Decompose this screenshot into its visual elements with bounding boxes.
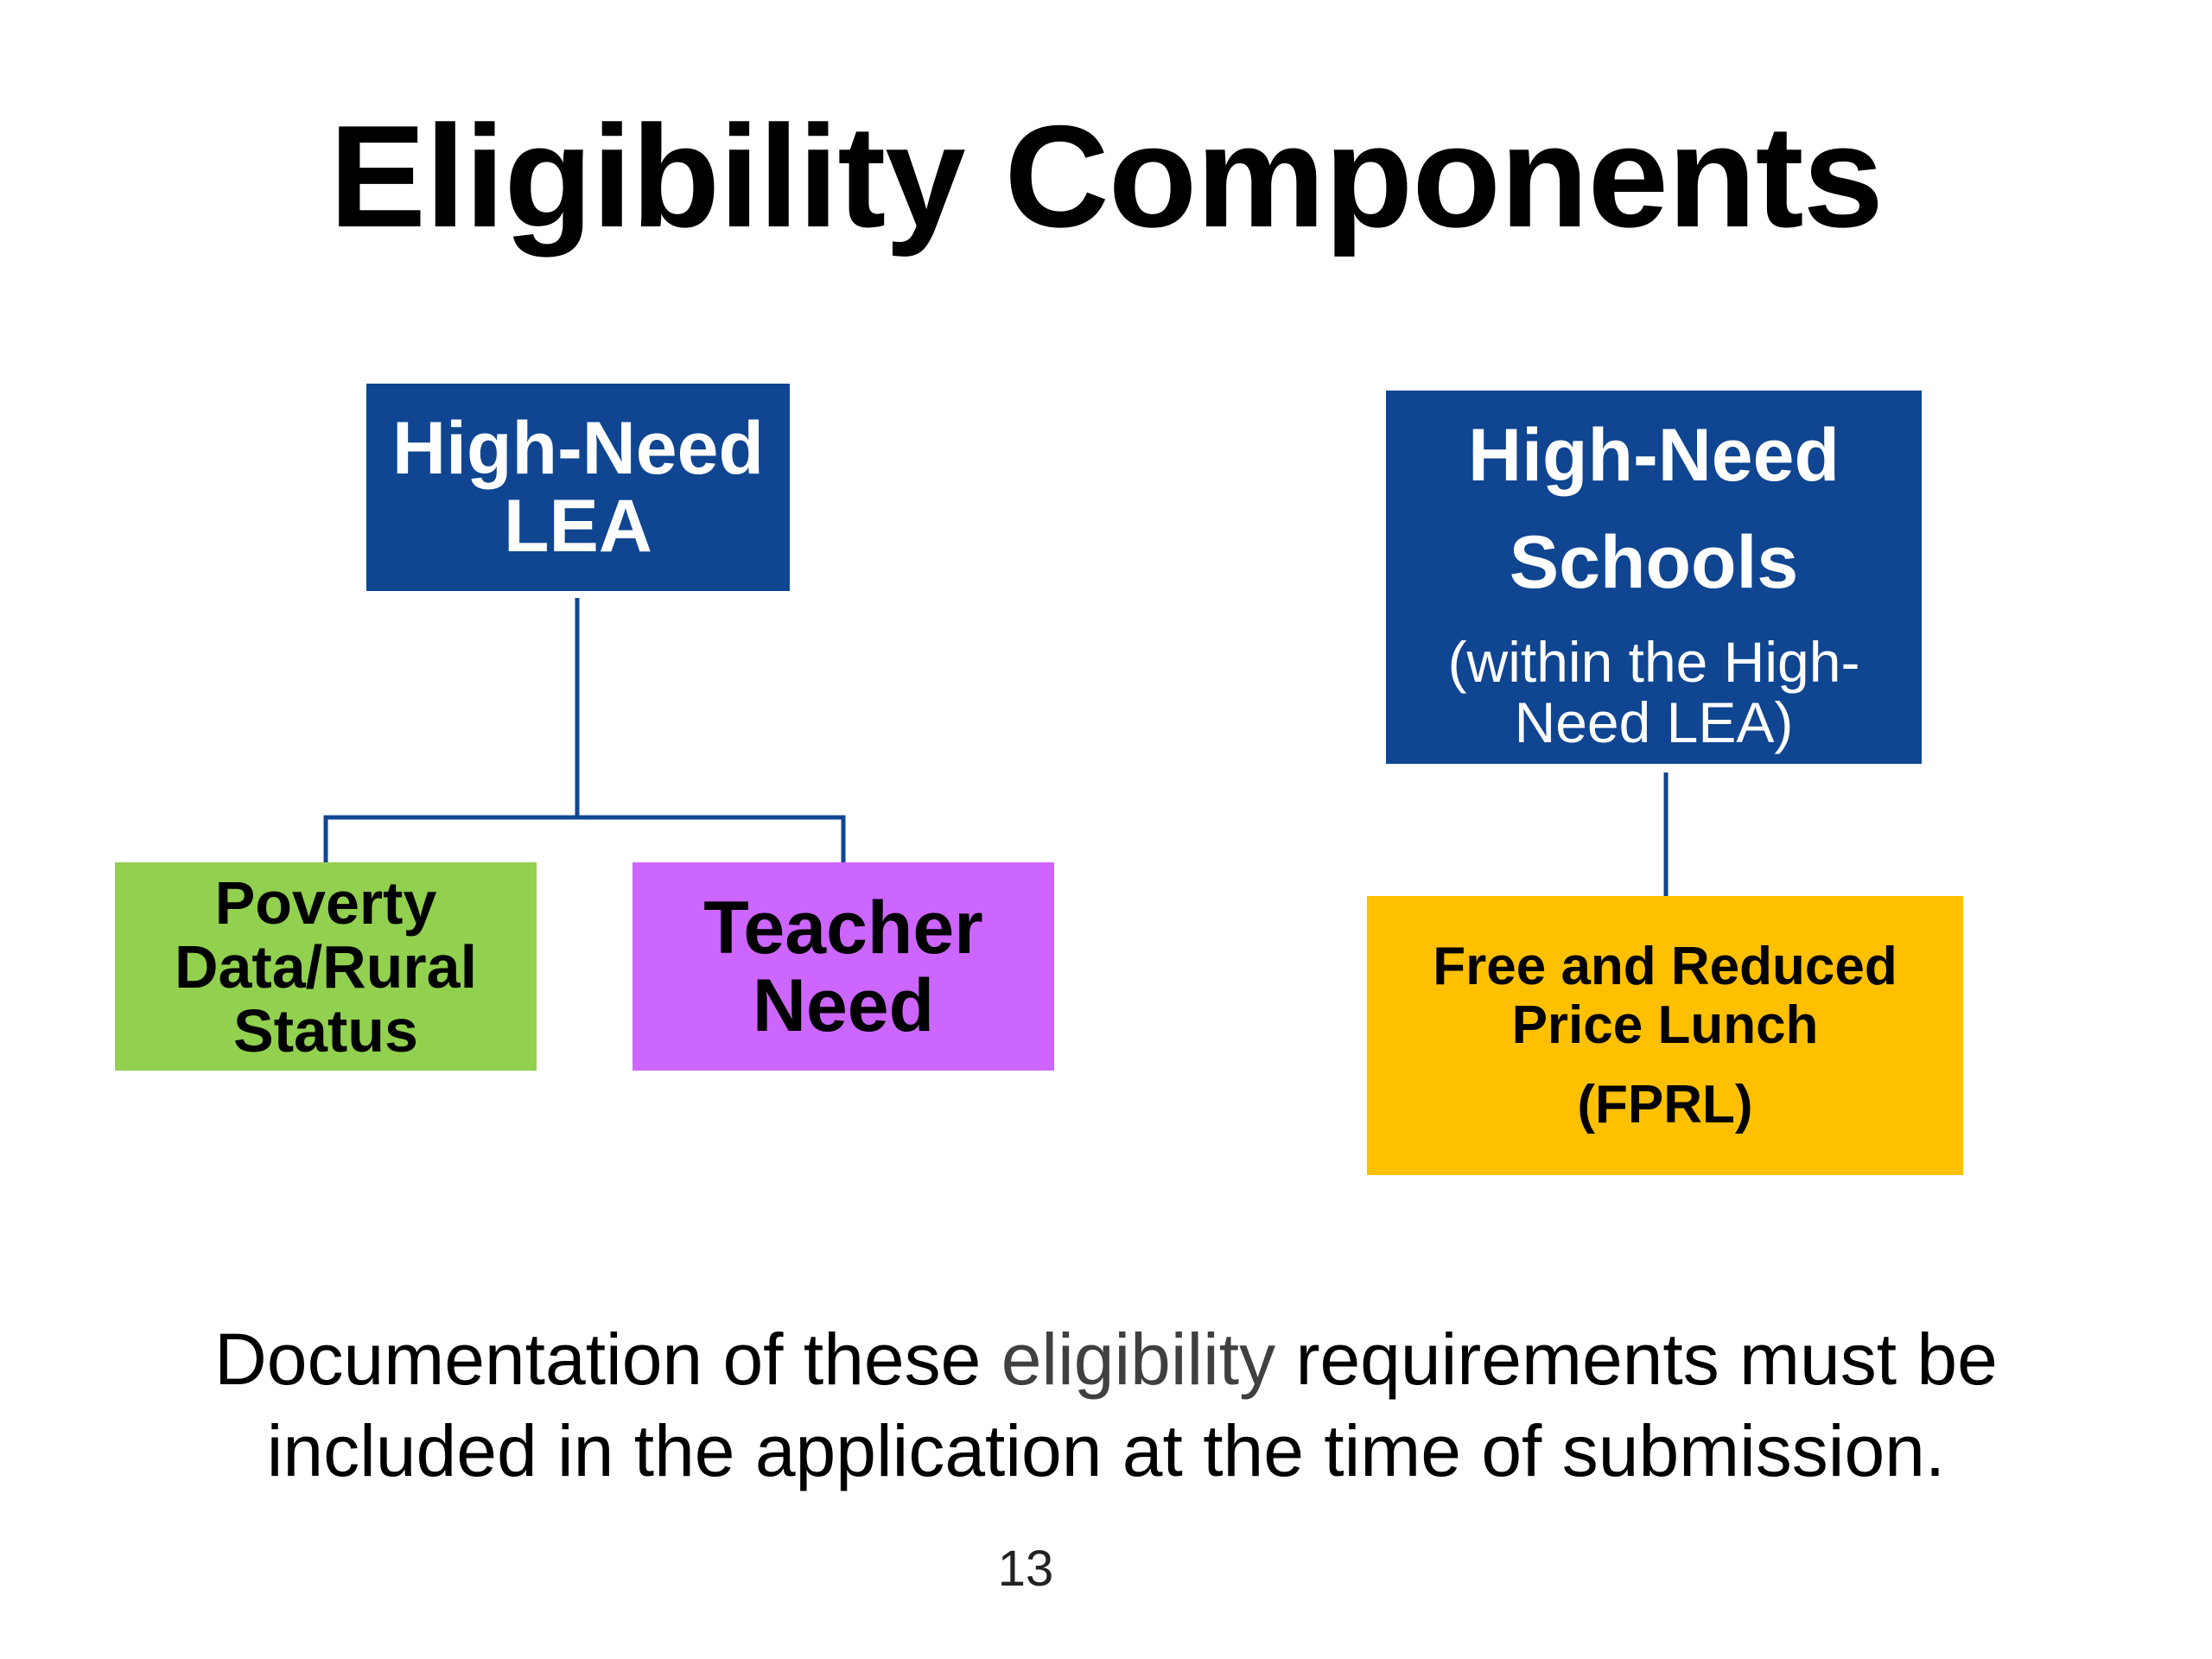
- note-line-1-start: Documentation of these: [214, 1319, 1001, 1400]
- schools-label-line-1: High-Need: [1468, 414, 1840, 497]
- schools-sublabel-line-1: (within the High-: [1447, 630, 1860, 694]
- teacher-label-line-2: Need: [752, 963, 935, 1047]
- fprl-label-line-2: Price Lunch: [1511, 995, 1819, 1055]
- note-line-2: included in the application at the time of submission.: [266, 1410, 1946, 1491]
- lea-label-line-2: LEA: [504, 485, 652, 568]
- lea-label-line-1: High-Need: [392, 407, 764, 490]
- schools-label-line-2: Schools: [1509, 521, 1799, 604]
- note-line-1-end: requirements must be: [1275, 1319, 1998, 1400]
- slide-title: Eligibility Components: [328, 95, 1884, 257]
- note-eligibility-word: eligibility: [1001, 1319, 1276, 1400]
- teacher-need-node: [632, 862, 1054, 1071]
- poverty-label-line-2: Data/Rural: [174, 932, 478, 1001]
- documentation-note: [0, 1313, 2212, 1497]
- note-line-1: [0, 1313, 2212, 1405]
- teacher-label-line-1: Teacher: [703, 886, 983, 969]
- schools-sublabel-line-2: Need LEA): [1514, 690, 1794, 754]
- fprl-label-line-1: Free and Reduced: [1433, 936, 1897, 996]
- fprl-node: [1367, 896, 1963, 1175]
- high-need-schools-node: [1386, 391, 1922, 764]
- high-need-lea-node: [366, 384, 790, 591]
- edge-lea-to-teacher: [577, 817, 843, 862]
- page-number: 13: [997, 1541, 1054, 1597]
- poverty-data-node: [115, 862, 537, 1071]
- fprl-label-line-3: (FPRL): [1577, 1074, 1753, 1135]
- schools-sublabel: [1448, 632, 1860, 753]
- poverty-label-line-3: Status: [233, 996, 418, 1065]
- edge-lea-to-poverty: [326, 817, 577, 862]
- poverty-label-line-1: Poverty: [214, 868, 437, 937]
